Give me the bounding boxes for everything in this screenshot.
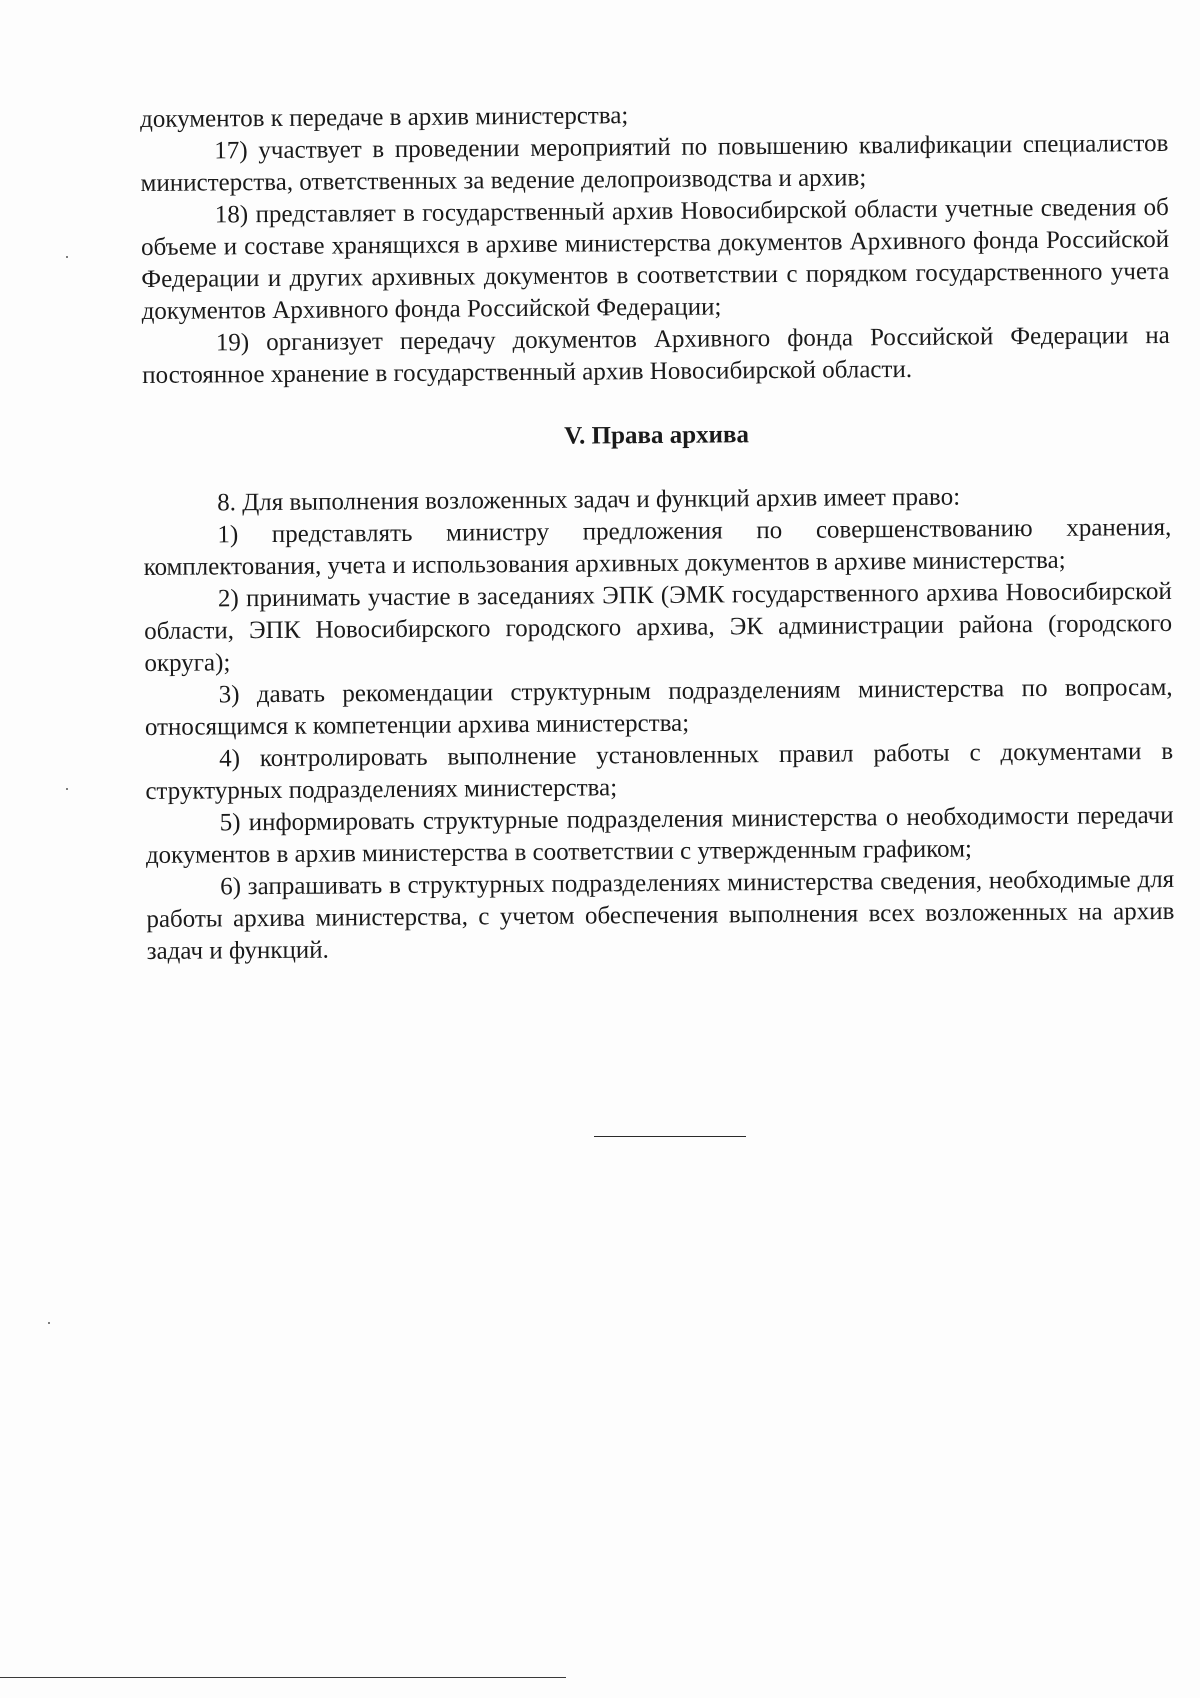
paragraph-item-18: 18) представляет в государственный архив Новосибирской области учетные сведения об объеме и составе хранящихся в архиве министерства документов Архивного фонда Российской Федерации и других архивных документов в соответствии с порядком государственного учета документов Архивного фонда Российской Федерации; (141, 193, 1170, 325)
paragraph-rights-intro: 8. Для выполнения возложенных задач и функций архив имеет право: (217, 483, 961, 517)
paragraph-continuation: документов к передаче в архив министерства; (140, 102, 629, 133)
paragraph-item-17: 17) участвует в проведении мероприятий по повышению квалификации специалистов министерства, ответственных за ведение делопроизводства и архив; (140, 129, 1169, 197)
document-body (140, 96, 1175, 968)
paragraph-right-6: 6) запрашивать в структурных подразделениях министерства сведения, необходимые для работы архива министерства, с учетом обеспечения выполнения всех возложенных на архив задач и функций. (146, 865, 1175, 965)
scan-speck (66, 256, 68, 258)
scan-speck (66, 788, 68, 790)
paragraph-right-1: 1) представлять министру предложения по совершенствованию хранения, комплектования, учета и использования архивных документов в архиве министерства; (143, 513, 1172, 581)
paragraph-right-2: 2) принимать участие в заседаниях ЭПК (ЭМК государственного архива Новосибирской области, ЭПК Новосибирского городского архива, ЭК администрации района (городского округа); (144, 577, 1173, 677)
scan-edge-line (0, 1677, 566, 1678)
scan-speck (48, 1322, 50, 1324)
paragraph-right-4: 4) контролировать выполнение установленных правил работы с документами в структурных подразделениях министерства; (145, 737, 1174, 805)
section-heading: V. Права архива (564, 421, 750, 450)
end-of-text-rule (594, 1136, 746, 1137)
paragraph-right-5: 5) информировать структурные подразделения министерства о необходимости передачи документов в архив министерства в соответствии с утвержденным графиком; (145, 801, 1174, 869)
paragraph-item-19: 19) организует передачу документов Архивного фонда Российской Федерации на постоянное хранение в государственный архив Новосибирской области. (142, 321, 1170, 389)
paragraph-right-3: 3) давать рекомендации структурным подразделениям министерства по вопросам, относящимся к компетенции архива министерства; (144, 673, 1173, 741)
